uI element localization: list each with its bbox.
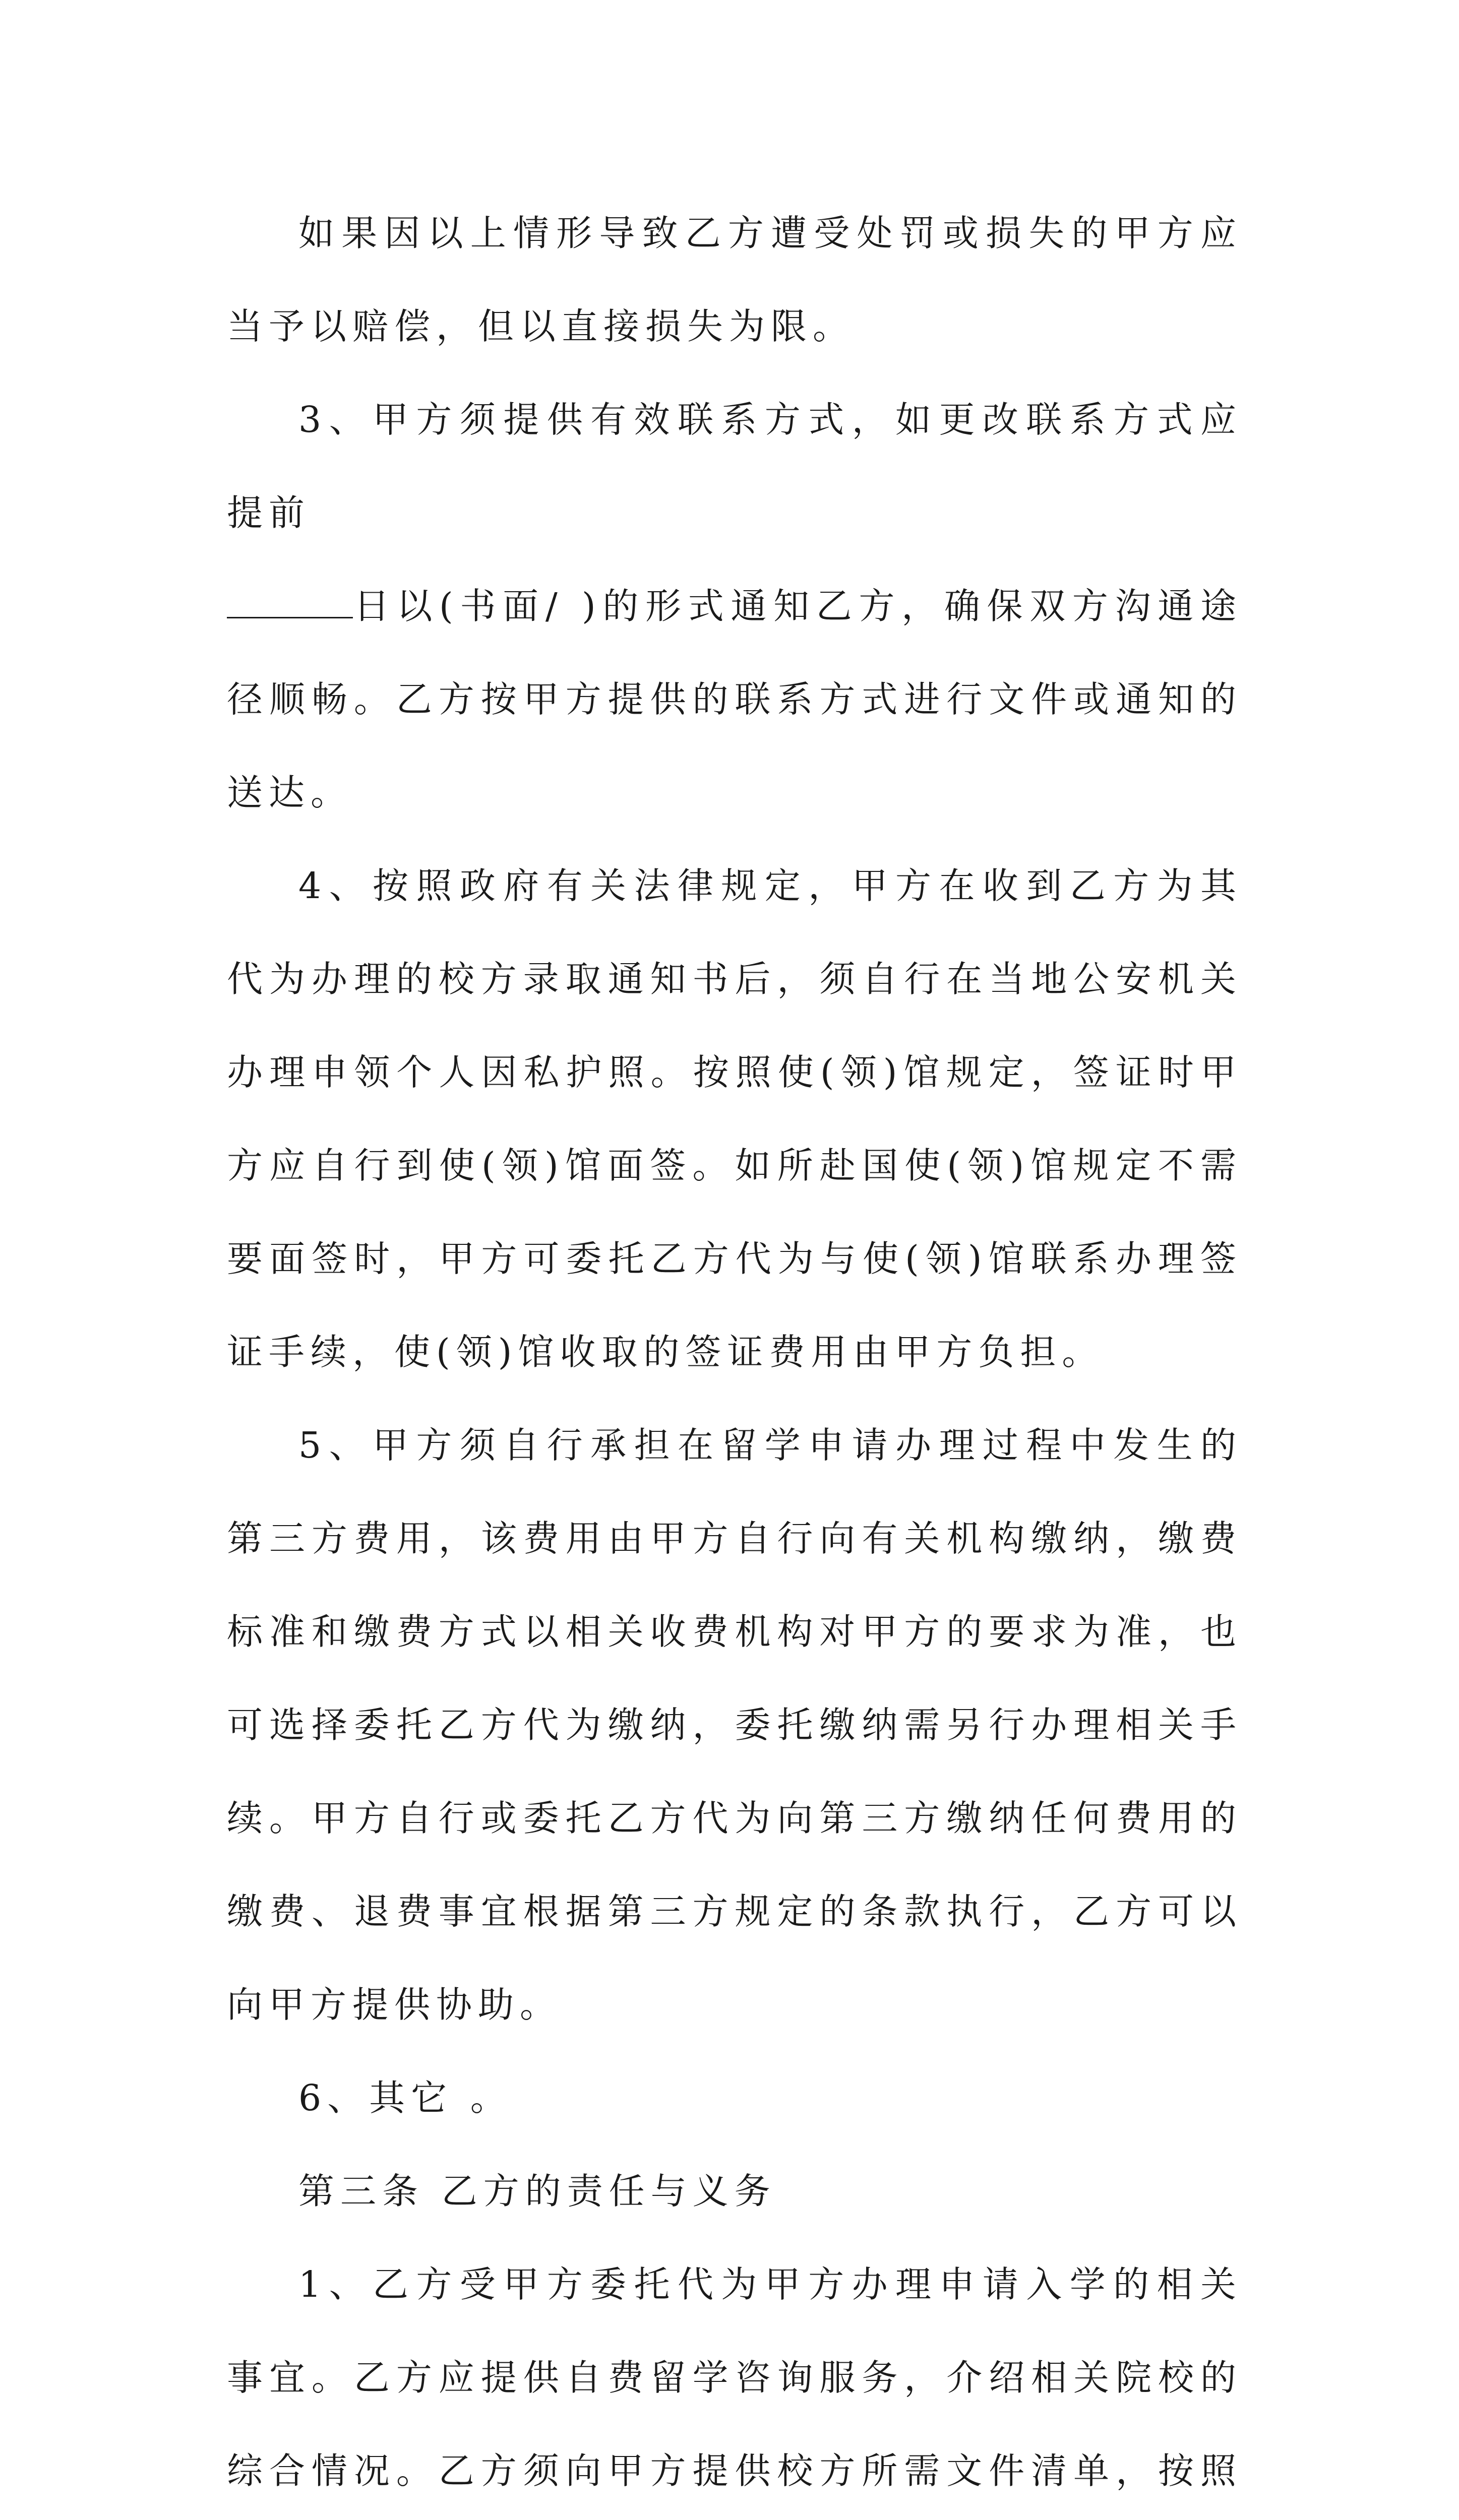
paragraph-contact-info-lead: 3、甲方须提供有效联系方式，如更改联系方式应提前 — [227, 399, 1242, 534]
fill-in-blank — [227, 581, 353, 618]
paragraph-compensation: 如果因以上情形导致乙方遭受处罚或损失的甲方应当予以赔偿，但以直接损失为限。 — [227, 212, 1242, 347]
paragraph-contact-info — [227, 373, 1242, 839]
document-body — [227, 186, 1242, 2520]
paragraph-party-b-duties: 1、乙方受甲方委托代为甲方办理申请入学的相关事宜。乙方应提供自费留学咨询服务，介绍相关院校的综合情况。乙方须向甲方提供校方所需文件清单，按照 — [227, 2263, 1242, 2492]
paragraph-other: 6、其它 。 — [298, 2077, 512, 2119]
paragraph-passport-visa: 4、按照政府有关法律规定，甲方在收到乙方为其代为办理的校方录取通知书后，须自行在当地公安机关办理申领个人因私护照。按照使(领)馆规定，签证时甲方应自行到使(领)馆面签。如所赴国使(领)馆规定不需要面签时，甲方可委托乙方代为与使(领)馆联系办理签证手续，使(领)馆收取的签证费用由甲方负担。 — [227, 865, 1242, 1373]
section-heading-article-3: 第三条 乙方的责任与义务 — [298, 2170, 776, 2212]
paragraph-contact-info-rest: 日以(书面/ )的形式通知乙方，确保双方沟通途径顺畅。乙方按甲方提供的联系方式进行文件或通知的送达。 — [227, 585, 1242, 813]
paragraph-third-party-fees: 5、甲方须自行承担在留学申请办理过程中发生的第三方费用，该费用由甲方自行向有关机构缴纳，缴费标准和缴费方式以相关收费机构对甲方的要求为准，也可选择委托乙方代为缴纳，委托缴纳需另行办理相关手续。甲方自行或委托乙方代为向第三方缴纳任何费用的缴费、退费事宜根据第三方规定的条款执行，乙方可以向甲方提供协助。 — [227, 1424, 1242, 2026]
